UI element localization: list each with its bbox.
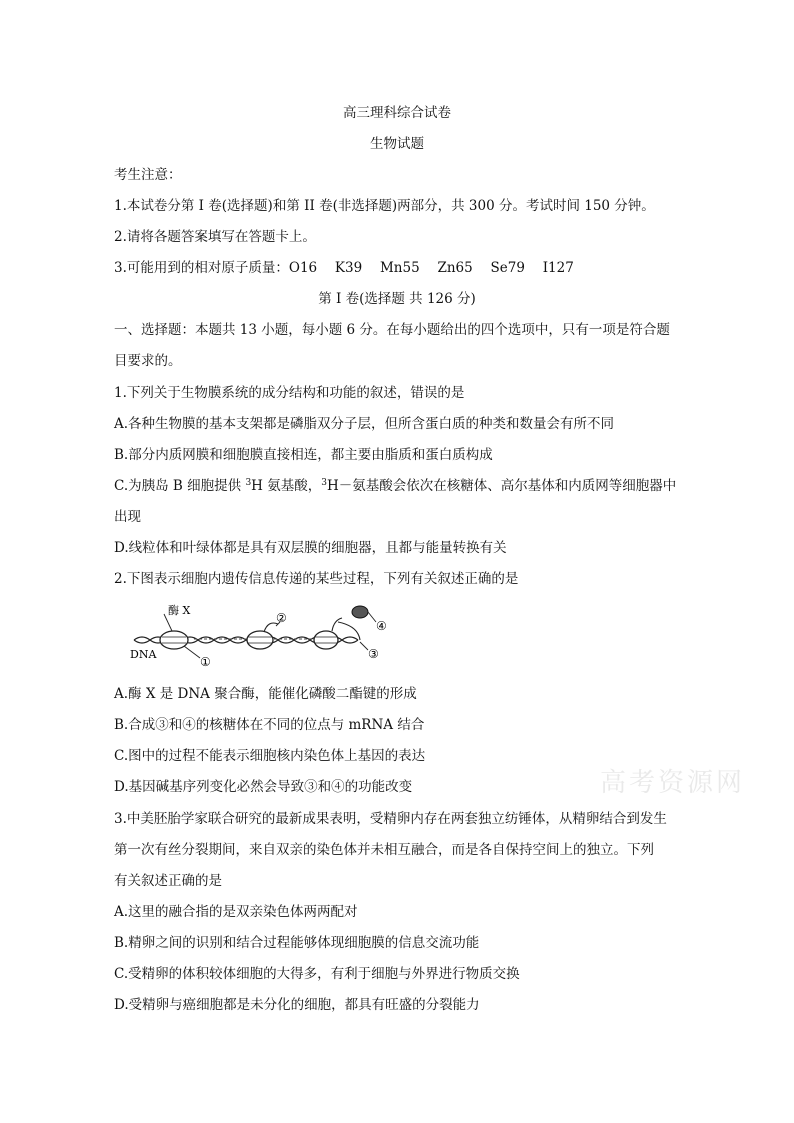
transcription-translation-figure — [128, 600, 396, 672]
q1-option-d: D.线粒体和叶绿体都是具有双层膜的细胞器，且都与能量转换有关 — [114, 540, 507, 556]
q1-c-sup1: 3 — [245, 478, 252, 488]
q3-stem-3: 有关叙述正确的是 — [114, 873, 222, 889]
pointer-line-3 — [360, 642, 368, 650]
q3-option-b: B.精卵之间的识别和结合过程能够体现细胞膜的信息交流功能 — [114, 935, 480, 951]
page-subtitle: 生物试题 — [370, 136, 424, 152]
marker-2: ② — [276, 611, 287, 625]
page-title: 高三理科综合试卷 — [343, 105, 451, 121]
q3-stem-2: 第一次有丝分裂期间，来自双亲的染色体并未相互融合，而是各自保持空间上的独立。下列 — [114, 842, 654, 858]
q1-c-post: H－氨基酸会依次在核糖体、高尔基体和内质网等细胞器中 — [326, 478, 677, 494]
q1-c-sup2: 3 — [321, 478, 327, 488]
q3-option-d: D.受精卵与癌细胞都是未分化的细胞，都具有旺盛的分裂能力 — [114, 997, 480, 1013]
q1-c-pre: C.为胰岛 B 细胞提供 — [114, 478, 246, 494]
q1-option-a: A.各种生物膜的基本支架都是磷脂双分子层，但所含蛋白质的种类和数量会有所不同 — [114, 416, 615, 432]
marker-1: ① — [200, 655, 211, 669]
q1-stem: 1.下列关于生物膜系统的成分结构和功能的叙述，错误的是 — [114, 385, 465, 401]
section-intro-1: 一、选择题：本题共 13 小题，每小题 6 分。在每小题给出的四个选项中，只有一项是符合题 — [114, 322, 670, 338]
q3-option-c: C.受精卵的体积较体细胞的大得多，有利于细胞与外界进行物质交换 — [114, 966, 520, 982]
q1-option-c-cont: 出现 — [114, 509, 141, 525]
section-intro-2: 目要求的。 — [114, 353, 182, 369]
notice-3: 3.可能用到的相对原子质量：O16 K39 Mn55 Zn65 Se79 I127 — [114, 260, 574, 276]
q1-option-c — [114, 477, 676, 495]
notice-heading: 考生注意： — [114, 167, 182, 183]
marker-3: ③ — [368, 647, 379, 661]
q1-option-b: B.部分内质网膜和细胞膜直接相连，都主要由脂质和蛋白质构成 — [114, 447, 493, 463]
dna-label: DNA — [130, 648, 157, 661]
enzyme-label: 酶 X — [168, 604, 191, 617]
notice-2: 2.请将各题答案填写在答题卡上。 — [114, 229, 316, 245]
q2-option-b: B.合成③和④的核糖体在不同的位点与 mRNA 结合 — [114, 717, 425, 733]
ribosome-shape-1 — [247, 631, 273, 649]
pointer-line-1 — [184, 646, 200, 658]
q3-stem-1: 3.中美胚胎学家联合研究的最新成果表明，受精卵内存在两套独立纺锤体，从精卵结合到发生 — [114, 811, 667, 827]
q2-option-d: D.基因碱基序列变化必然会导致③和④的功能改变 — [114, 779, 413, 795]
q3-option-a: A.这里的融合指的是双亲染色体两两配对 — [114, 904, 358, 920]
marker-4: ④ — [376, 619, 387, 633]
section-title: 第 I 卷(选择题 共 126 分) — [318, 291, 476, 307]
ribosome-shape-2 — [314, 631, 338, 649]
q2-option-a: A.酶 X 是 DNA 聚合酶，能催化磷酸二酯键的形成 — [114, 686, 417, 702]
pointer-line-4 — [368, 612, 376, 622]
q2-option-c: C.图中的过程不能表示细胞核内染色体上基因的表达 — [114, 748, 426, 764]
q1-c-mid: H 氨基酸， — [251, 478, 322, 494]
q2-stem: 2.下图表示细胞内遗传信息传递的某些过程，下列有关叙述正确的是 — [114, 571, 519, 587]
notice-1: 1.本试卷分第 I 卷(选择题)和第 II 卷(非选择题)两部分，共 300 分。考试时间 150 分钟。 — [114, 198, 655, 214]
watermark: 高考资源网 — [600, 768, 746, 798]
protein-blob-shape — [352, 606, 368, 618]
